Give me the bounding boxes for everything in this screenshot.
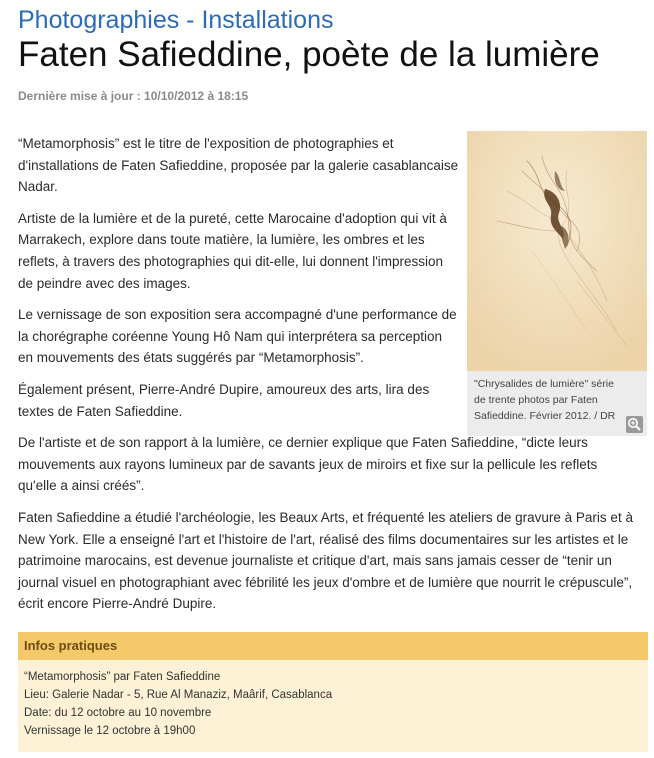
article-paragraph: Le vernissage de son exposition sera accompagné d'une performance de la chorégraphe coréenne Young Hô Nam qui interprétera sa perception en mouvements des états suggérés par “Metamorphosis”. bbox=[18, 307, 457, 366]
info-line: Lieu: Galerie Nadar - 5, Rue Al Manaziz, Maârif, Casablanca bbox=[24, 689, 333, 701]
article-paragraph: Faten Safieddine a étudié l'archéologie, les Beaux Arts, et fréquenté les ateliers de gravure à Paris et à New York. Elle a enseigné l'art et l'histoire de l'art, réalisé des films documentaires sur les artistes et le patrimoine marocains, est devenue journaliste et critique d'art, mais sans jamais cesser de “tenir un journal visuel en photographiant avec fébrilité les jeux d'ombre et de lumière que nourrit le crépuscule”, écrit encore Pierre-André Dupire. bbox=[18, 509, 633, 612]
article-paragraph: Artiste de la lumière et de la pureté, cette Marocaine d'adoption qui vit à Marrakech, explore dans toute matière, la lumière, les ombres et les reflets, à travers des photographies qui dit-elle, lui donnent l'impression de peindre avec des images. bbox=[18, 210, 447, 291]
article-body bbox=[18, 133, 638, 625]
info-line: Date: du 12 octobre au 10 novembre bbox=[24, 707, 212, 719]
article-paragraph: Également présent, Pierre-André Dupire, amoureux des arts, lira des textes de Faten Safieddine. bbox=[18, 381, 430, 419]
info-line: “Metamorphosis” par Faten Safieddine bbox=[24, 671, 221, 683]
info-line: Vernissage le 12 octobre à 19h00 bbox=[24, 725, 196, 737]
infos-pratiques-heading: Infos pratiques bbox=[18, 632, 648, 660]
photo-caption: "Chrysalides de lumière" série de trente photos par Faten Safieddine. Février 2012. / DR bbox=[474, 378, 616, 422]
section-kicker: Photographies - Installations bbox=[18, 6, 334, 34]
infos-pratiques-box bbox=[18, 660, 648, 752]
article-paragraph: De l'artiste et de son rapport à la lumière, ce dernier explique que Faten Safieddine, “dicte leurs mouvements aux rayons lumineux par de savants jeux de miroirs et fixe sur la pellicule les reflets qu'elle a ainsi créés”. bbox=[18, 435, 598, 494]
page-title: Faten Safieddine, poète de la lumière bbox=[18, 35, 600, 74]
last-updated: Dernière mise à jour : 10/10/2012 à 18:15 bbox=[18, 89, 249, 103]
article-paragraph: “Metamorphosis” est le titre de l'exposition de photographies et d'installations de Faten Safieddine, proposée par la galerie casablancaise Nadar. bbox=[18, 136, 459, 195]
